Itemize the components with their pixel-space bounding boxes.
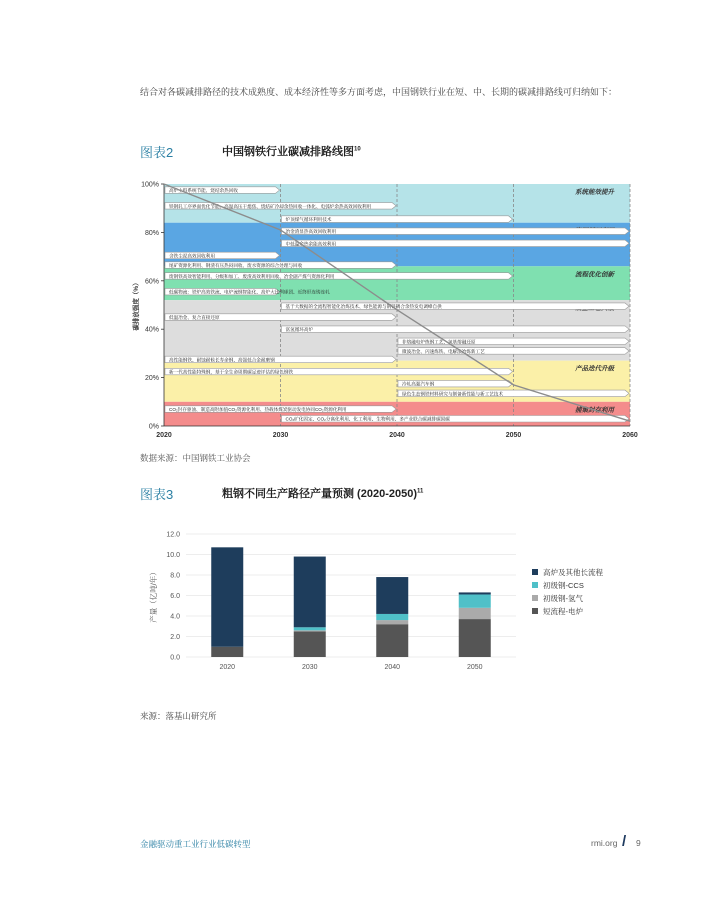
bar-segment-2 [376, 614, 408, 620]
page-number: 9 [636, 838, 641, 848]
tech-label-16: 冷轧高强汽车钢 [402, 381, 435, 387]
y-tick-label: 2.0 [170, 634, 180, 641]
legend-swatch [532, 582, 538, 588]
figure3-title [140, 484, 424, 503]
band-label-2: 流程优化创新 [575, 271, 614, 279]
y-tick-label: 8.0 [170, 572, 180, 580]
legend-swatch [532, 569, 538, 575]
figure2-heading-text: 中国钢铁行业碳减排路线图 [222, 146, 354, 158]
x-tick-label: 2020 [219, 664, 236, 671]
figure2-heading [222, 143, 361, 159]
tech-label-12: 非熔融电炉炼钢工艺、氢基熔融还原 [402, 339, 476, 345]
y-tick-label: 100% [141, 181, 159, 189]
bar-segment-3 [211, 547, 243, 646]
y-tick-label: 12.0 [166, 531, 180, 539]
bar-segment-0 [376, 624, 408, 657]
bar-segment-0 [211, 647, 243, 657]
x-tick-label: 2050 [466, 664, 483, 671]
y-tick-label: 0% [148, 423, 159, 431]
x-tick-label: 2040 [384, 664, 401, 671]
y-tick-label: 4.0 [170, 613, 180, 621]
figure2-source: 数据来源：中国钢铁工业协会 [140, 453, 251, 463]
bar-segment-3 [294, 557, 326, 628]
y-tick-label: 60% [144, 278, 159, 286]
tech-label-3: 冶金渣显热高效回收利用 [285, 229, 337, 235]
x-tick-label: 2020 [156, 432, 172, 439]
tech-label-9: 基于大数据的全流程智能化冶炼技术、绿色能源与钢铁耦合余热发电调峰自供 [285, 304, 442, 310]
x-tick-label: 2040 [389, 432, 405, 439]
bar-segment-1 [376, 620, 408, 624]
bar-segment-2 [294, 627, 326, 630]
production-bar-chart [140, 522, 640, 682]
legend-label: 初级钢-氢气 [543, 594, 583, 603]
tech-label-13: 微波冶金、闪速炼铁、电解法冶炼新工艺 [402, 348, 485, 354]
x-tick-label: 2030 [301, 664, 318, 671]
legend-label: 初级钢-CCS [543, 581, 584, 590]
bar-segment-1 [459, 608, 491, 619]
band-label-0: 系统能效提升 [575, 189, 614, 196]
legend-swatch [532, 608, 538, 614]
y-tick-label: 40% [144, 326, 159, 334]
tech-arrow-11 [282, 326, 630, 333]
roadmap-chart [128, 170, 638, 445]
bar-segment-3 [376, 577, 408, 614]
footer-slash: / [622, 833, 627, 850]
legend-swatch [532, 595, 538, 601]
y-tick-label: 6.0 [170, 593, 180, 600]
y-tick-label: 10.0 [166, 552, 180, 559]
tech-label-17: 绿色生态钢铁材料研究与制备新性能与新工艺技术 [402, 391, 504, 397]
tech-label-6: 尾矿资源化利用、钢渣有压热闷回收、废水资源的综合处理与回收 [169, 263, 303, 269]
band-label-5: 捕集封存利用 [575, 406, 614, 414]
figure2-label: 图表2 [140, 145, 174, 160]
y-tick-label: 20% [144, 375, 159, 383]
tech-label-18: CO₂封存驱油、制造高附加值CO₂资源化利用、热载体煤炭驱动发电协同CO₂资源化利用 [169, 407, 347, 413]
band-label-4: 产品迭代升级 [575, 365, 614, 373]
tech-label-10: 低温冶金、复合直接还原 [169, 315, 220, 321]
y-axis-label: 碳排放强度（%） [133, 279, 140, 331]
figure2-ref: 10 [354, 146, 361, 153]
footer-site: rmi.org [591, 838, 618, 848]
bar-segment-1 [294, 630, 326, 631]
y-tick-label: 0.0 [170, 654, 180, 662]
x-tick-label: 2050 [505, 432, 522, 439]
x-tick-label: 2060 [622, 432, 638, 439]
y-tick-label: 80% [144, 229, 159, 237]
tech-label-4: 中低温余热余能高效利用 [285, 241, 337, 247]
tech-label-14: 高性能钢铁、耐蚀耐候长寿命钢、高强低合金耐磨钢 [169, 357, 275, 363]
x-tick-label: 2030 [272, 432, 289, 439]
tech-label-8: 低碳物流：铁炉高效铁流、电炉流钢智能化、高炉大比例球团、近终形连铸连轧 [169, 289, 330, 295]
legend-label: 短流程-电炉 [543, 607, 583, 616]
tech-label-5: 含铁尘泥高效回收利用 [169, 253, 215, 259]
bar-segment-3 [459, 592, 491, 594]
tech-label-15: 新一代高性能特殊钢，基于全生命周期碳足迹评估的绿色钢铁 [169, 369, 294, 375]
bar-segment-0 [459, 619, 491, 657]
tech-label-2: 炉顶煤气循环利用技术 [285, 217, 332, 223]
bar-segment-0 [294, 631, 326, 657]
bar-segment-2 [459, 594, 491, 607]
figure3-heading [222, 485, 423, 501]
tech-label-0: 高炉上料系统节能、烧结余热回收 [169, 188, 238, 194]
tech-label-1: 铁钢轧工序界面优化节能、高温高压干熄焦、烧结矿冷却余热回收一体化、电弧炉余热高效回收利用 [169, 203, 372, 209]
legend-label: 高炉及其他长流程 [543, 568, 603, 577]
y-axis-label: 产量（亿吨/年） [149, 568, 158, 623]
intro-paragraph: 结合对各碳减排路径的技术成熟度、成本经济性等多方面考虑，中国钢铁行业在短、中、长期的碳减排路线可归纳如下： [140, 87, 618, 97]
figure3-ref: 11 [417, 488, 424, 495]
figure3-heading-text: 粗钢不同生产路径产量预测 (2020-2050) [222, 488, 417, 500]
tech-label-19: CO₂矿化固定、CO₂分离化利用、化工利用、生物利用、多产业联合碳减排碳固碳 [285, 416, 450, 422]
footer-report-title: 金融驱动重工业行业低碳转型 [140, 839, 251, 849]
tech-label-7: 废钢铁高效智能利用、分级和加工、废渣高效利用回收、冶金副产煤气资源化利用 [169, 273, 335, 279]
figure3-label: 图表3 [140, 487, 174, 502]
tech-label-11: 富氢循环高炉 [285, 327, 314, 333]
figure3-source: 来源：落基山研究所 [140, 711, 217, 721]
figure2-title [140, 142, 361, 161]
